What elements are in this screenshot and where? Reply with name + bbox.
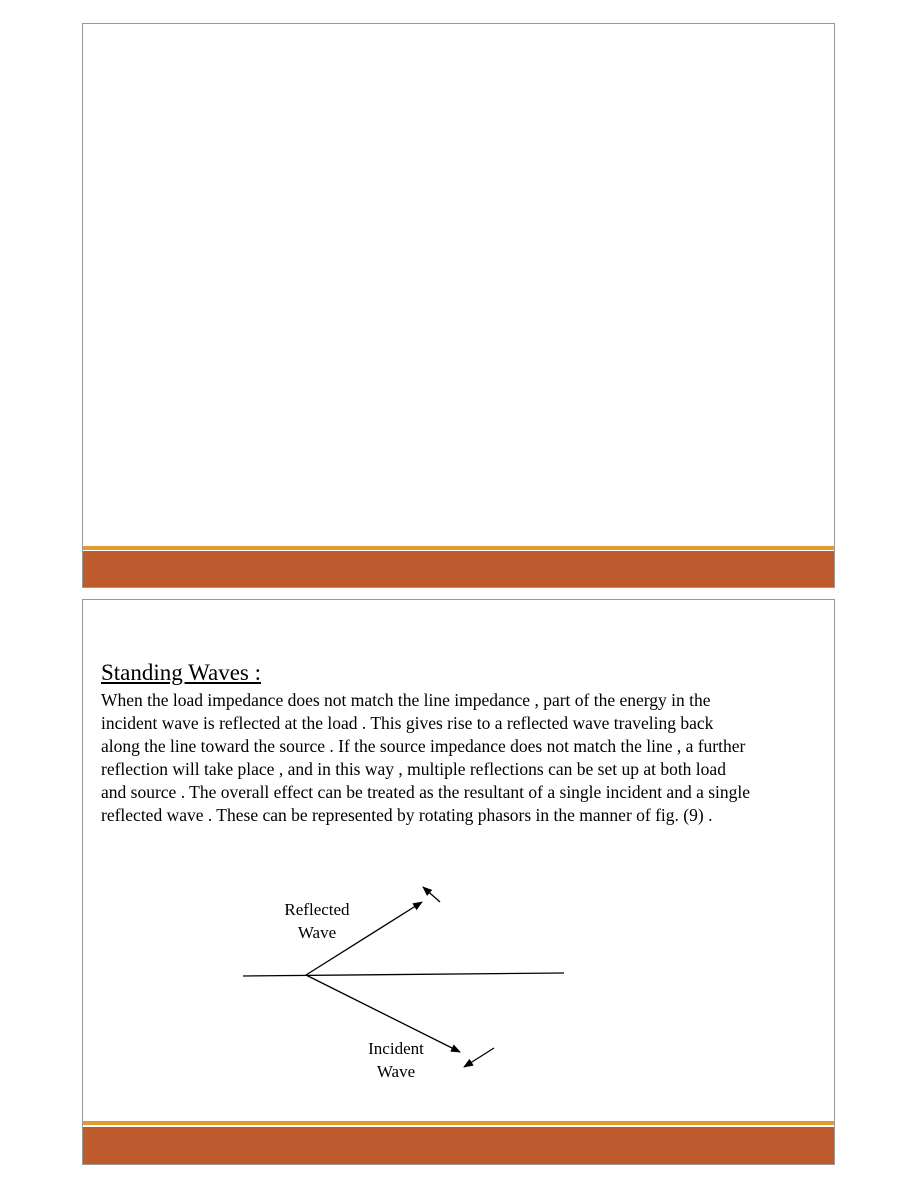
- paragraph-line: reflection will take place , and in this way , multiple reflections can be set up at both load: [101, 759, 726, 779]
- slide-heading: Standing Waves :: [101, 660, 261, 685]
- reflected-label-line: Wave: [297, 923, 337, 942]
- slide-accent-line: [83, 1121, 834, 1125]
- standing-waves-slide: [82, 599, 835, 1165]
- slide-footer-bar: [83, 551, 834, 587]
- paragraph-line: incident wave is reflected at the load . This gives rise to a reflected wave traveling back: [101, 713, 714, 733]
- slide-accent-line: [83, 546, 834, 550]
- paragraph-line: and source . The overall effect can be treated as the resultant of a single incident and a single: [101, 782, 751, 802]
- reflected-label-line: Reflected: [284, 900, 350, 919]
- incident-label-line: Incident: [368, 1039, 424, 1058]
- slide-footer-bar: [83, 1127, 834, 1164]
- incident-label-line: Wave: [376, 1062, 416, 1081]
- reference-axis: [243, 973, 564, 976]
- paragraph-line: When the load impedance does not match the line impedance , part of the energy in the: [101, 690, 711, 710]
- paragraph-line: reflected wave . These can be represented by rotating phasors in the manner of fig. (9) .: [101, 805, 713, 825]
- incident-rotation-arrow-icon: [464, 1048, 494, 1067]
- paragraph-line: along the line toward the source . If the source impedance does not match the line , a further: [101, 736, 746, 756]
- phasor-diagram: [83, 600, 836, 1120]
- blank-slide: [82, 23, 835, 588]
- reflected-rotation-arrow-icon: [423, 887, 440, 902]
